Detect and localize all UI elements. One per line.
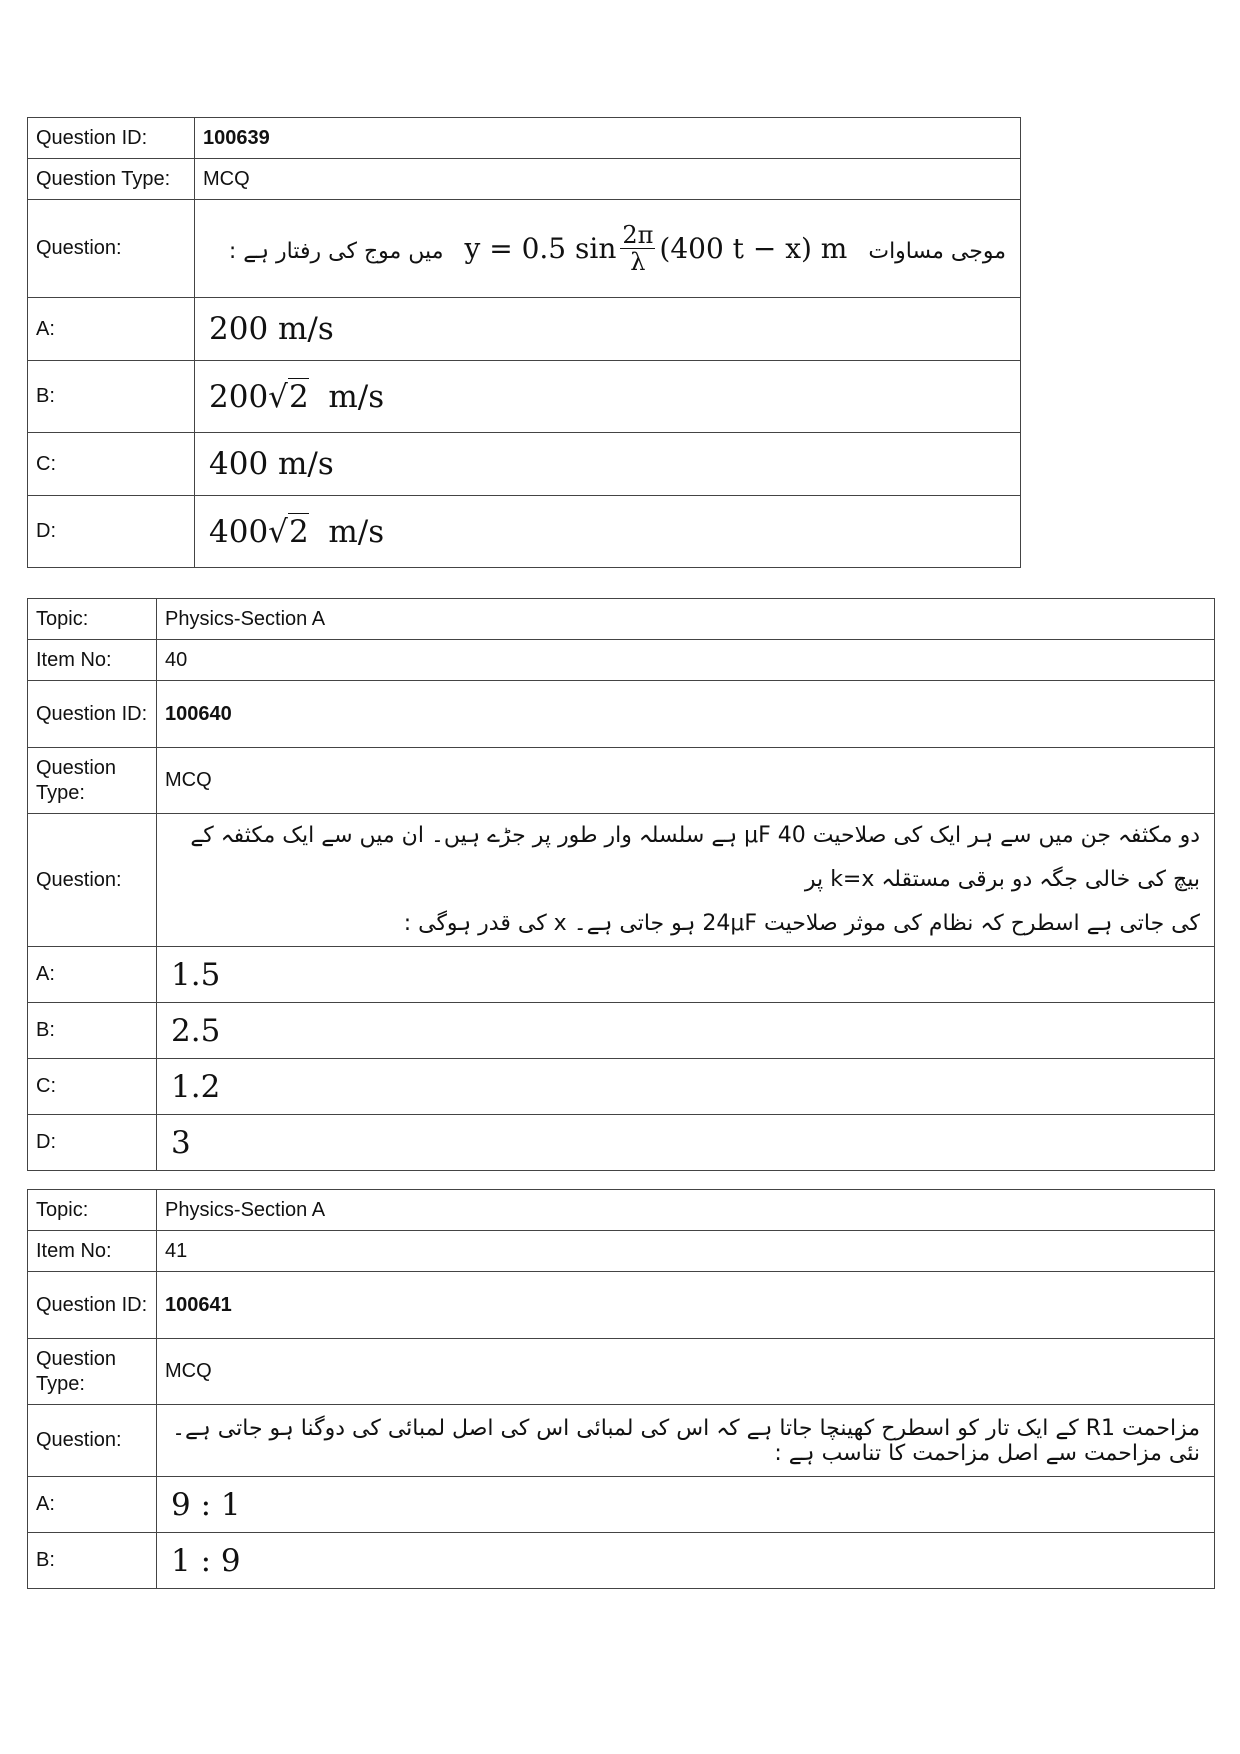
question-label: Question: [28, 200, 195, 298]
question-id-label: Question ID: [28, 118, 195, 159]
option-d-value: 3 [157, 1115, 1215, 1171]
option-b-unit: m/s [328, 378, 385, 415]
item-no-value: 41 [157, 1231, 1215, 1272]
option-d-label: D: [28, 496, 195, 568]
option-b-label: B: [28, 1003, 157, 1059]
option-b-radicand: 2 [288, 378, 309, 415]
sqrt-symbol: √2 [268, 513, 309, 550]
option-a-value: 9 : 1 [157, 1477, 1215, 1533]
question-text-after: میں موج کی رفتار ہے : [228, 239, 444, 264]
option-a-value: 200 m/s [195, 298, 1021, 361]
question-table-100641 [27, 1189, 1215, 1589]
fraction-denominator: λ [630, 248, 646, 276]
option-b-value: 1 : 9 [157, 1533, 1215, 1589]
question-id-value: 100641 [157, 1272, 1215, 1339]
question-type-value: MCQ [157, 1339, 1215, 1405]
question-id-label: Question ID: [28, 681, 157, 748]
formula-fraction [620, 222, 655, 275]
item-no-label: Item No: [28, 640, 157, 681]
question-text-before: موجی مساوات [868, 239, 1006, 264]
sqrt-symbol: √2 [268, 378, 309, 415]
question-type-label: Question Type: [28, 1339, 157, 1405]
question-id-value: 100639 [195, 118, 1021, 159]
option-d-coef: 400 [209, 513, 269, 550]
option-a-value: 1.5 [157, 947, 1215, 1003]
topic-label: Topic: [28, 599, 157, 640]
option-b-value: 2.5 [157, 1003, 1215, 1059]
topic-value: Physics-Section A [157, 599, 1215, 640]
option-a-label: A: [28, 1477, 157, 1533]
option-b-label: B: [28, 1533, 157, 1589]
option-c-value: 1.2 [157, 1059, 1215, 1115]
question-table-100640 [27, 598, 1215, 1171]
question-table-100639 [27, 117, 1021, 568]
option-d-unit: m/s [328, 513, 385, 550]
question-text [157, 814, 1215, 947]
question-label: Question: [28, 1405, 157, 1477]
option-a-label: A: [28, 298, 195, 361]
topic-value: Physics-Section A [157, 1190, 1215, 1231]
question-text [195, 200, 1021, 298]
question-line-2: کی جاتی ہے اسطرح کہ نظام کی موثر صلاحیت 24μF ہو جاتی ہے۔ x کی قدر ہوگی : [403, 911, 1200, 936]
item-no-value: 40 [157, 640, 1215, 681]
question-type-label: Question Type: [28, 748, 157, 814]
option-b-value [195, 361, 1021, 433]
item-no-label: Item No: [28, 1231, 157, 1272]
question-type-label: Question Type: [28, 159, 195, 200]
question-text: مزاحمت R1 کے ایک تار کو اسطرح کھینچا جاتا ہے کہ اس کی لمبائی اس کی اصل لمبائی کی دوگنا ہو جاتی ہے۔ نئی مزاحمت سے اصل مزاحمت کا تناسب ہے : [157, 1405, 1215, 1477]
question-id-label: Question ID: [28, 1272, 157, 1339]
question-label: Question: [28, 814, 157, 947]
option-c-label: C: [28, 433, 195, 496]
fraction-numerator: 2π [622, 221, 654, 249]
option-a-label: A: [28, 947, 157, 1003]
option-d-value [195, 496, 1021, 568]
option-b-coef: 200 [209, 378, 269, 415]
formula-left: y = 0.5 sin [464, 232, 617, 265]
option-b-label: B: [28, 361, 195, 433]
question-id-value: 100640 [157, 681, 1215, 748]
formula-right: (400 t − x) m [659, 232, 848, 265]
option-c-label: C: [28, 1059, 157, 1115]
question-type-value: MCQ [195, 159, 1021, 200]
option-d-radicand: 2 [288, 513, 309, 550]
wave-equation [464, 222, 847, 275]
option-c-value: 400 m/s [195, 433, 1021, 496]
question-line-1: دو مکثفہ جن میں سے ہر ایک کی صلاحیت 40 μF ہے سلسلہ وار طور پر جڑے ہیں۔ ان میں سے ایک مکثفہ کے بیچ کی خالی جگہ دو برقی مستقلہ k=x پر [190, 823, 1200, 892]
option-d-label: D: [28, 1115, 157, 1171]
question-type-value: MCQ [157, 748, 1215, 814]
topic-label: Topic: [28, 1190, 157, 1231]
